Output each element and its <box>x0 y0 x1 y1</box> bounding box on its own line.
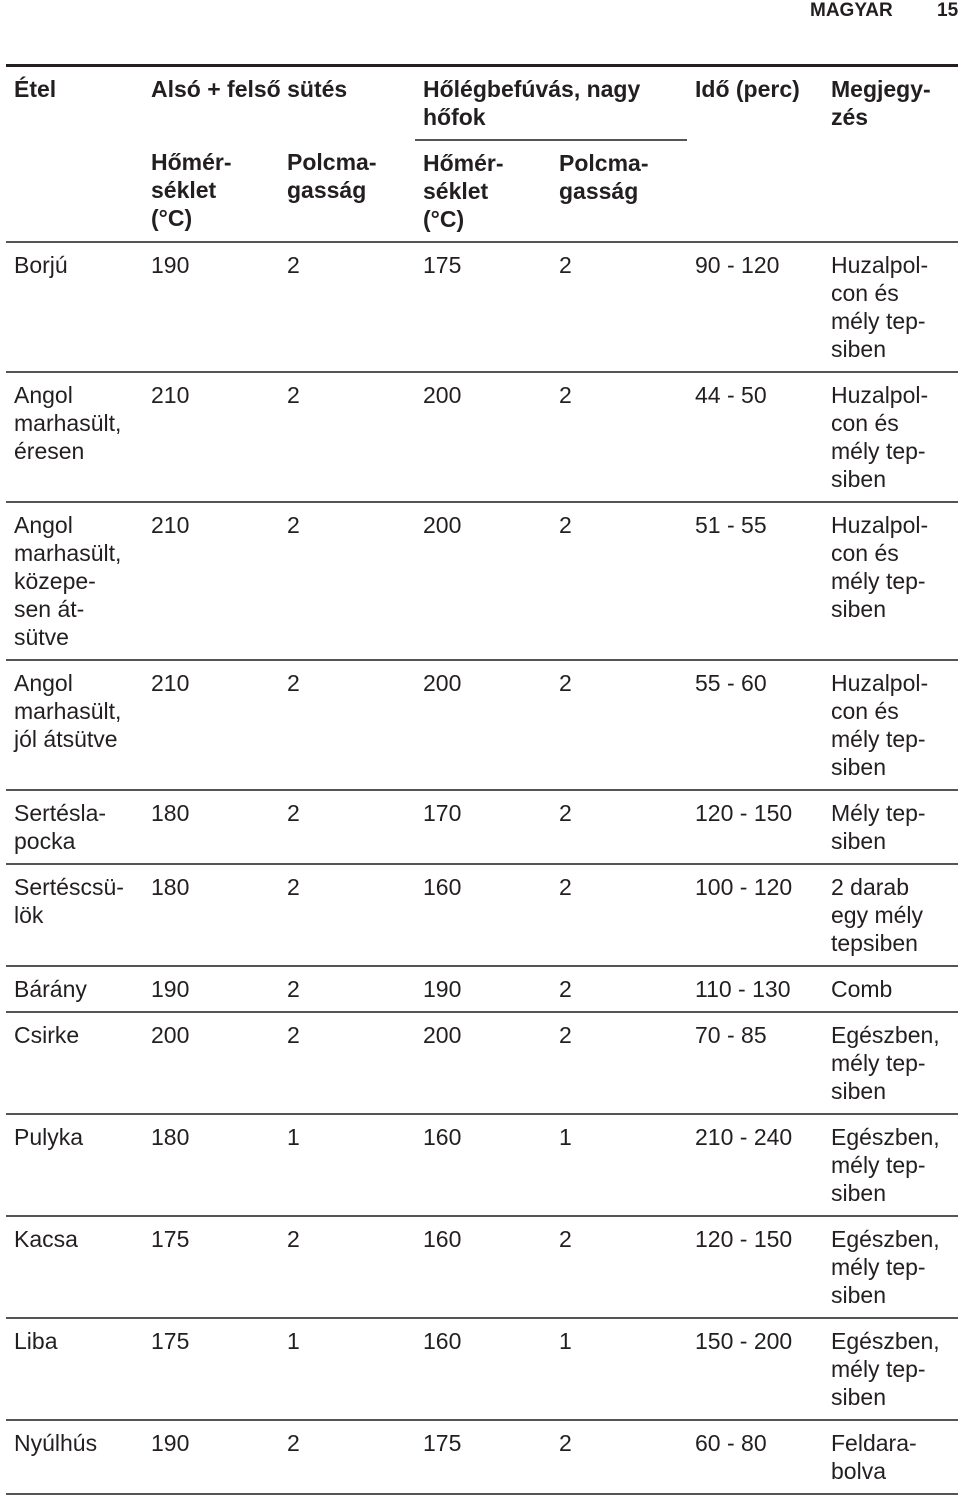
table-row <box>6 1012 958 1114</box>
food-cell: Kacsa <box>6 1216 143 1318</box>
time-cell: 51 - 55 <box>687 502 823 660</box>
temp-top-bottom-cell: 190 <box>143 242 279 372</box>
temp-hot-air-cell: 160 <box>415 1216 551 1318</box>
header-temp-2: Hőmér- séklet (°C) <box>415 140 551 242</box>
shelf-hot-air-cell: 1 <box>551 1114 687 1216</box>
food-cell: Angol marhasült, éresen <box>6 372 143 502</box>
time-cell: 60 - 80 <box>687 1420 823 1494</box>
shelf-hot-air-cell: 2 <box>551 790 687 864</box>
temp-hot-air-cell: 170 <box>415 790 551 864</box>
note-cell: Huzalpol- con és mély tep- siben <box>823 242 958 372</box>
temp-top-bottom-cell: 210 <box>143 502 279 660</box>
temp-hot-air-cell: 160 <box>415 1114 551 1216</box>
table-row <box>6 1420 958 1494</box>
shelf-hot-air-cell: 2 <box>551 1216 687 1318</box>
cooking-table-container <box>6 64 958 1495</box>
time-cell: 110 - 130 <box>687 966 823 1012</box>
shelf-hot-air-cell: 1 <box>551 1318 687 1420</box>
shelf-top-bottom-cell: 2 <box>279 660 415 790</box>
note-cell: Huzalpol- con és mély tep- siben <box>823 660 958 790</box>
header-time: Idő (perc) <box>687 66 823 243</box>
shelf-top-bottom-cell: 1 <box>279 1318 415 1420</box>
shelf-top-bottom-cell: 2 <box>279 1420 415 1494</box>
temp-top-bottom-cell: 175 <box>143 1318 279 1420</box>
temp-top-bottom-cell: 210 <box>143 372 279 502</box>
shelf-hot-air-cell: 2 <box>551 1420 687 1494</box>
shelf-hot-air-cell: 2 <box>551 502 687 660</box>
temp-top-bottom-cell: 190 <box>143 1420 279 1494</box>
time-cell: 55 - 60 <box>687 660 823 790</box>
shelf-top-bottom-cell: 1 <box>279 1114 415 1216</box>
time-cell: 90 - 120 <box>687 242 823 372</box>
shelf-hot-air-cell: 2 <box>551 1012 687 1114</box>
time-cell: 210 - 240 <box>687 1114 823 1216</box>
shelf-hot-air-cell: 2 <box>551 966 687 1012</box>
temp-hot-air-cell: 175 <box>415 242 551 372</box>
shelf-hot-air-cell: 2 <box>551 372 687 502</box>
time-cell: 70 - 85 <box>687 1012 823 1114</box>
temp-hot-air-cell: 200 <box>415 502 551 660</box>
food-cell: Borjú <box>6 242 143 372</box>
note-cell: Huzalpol- con és mély tep- siben <box>823 502 958 660</box>
table-row <box>6 790 958 864</box>
table-row <box>6 864 958 966</box>
temp-top-bottom-cell: 190 <box>143 966 279 1012</box>
header-language: MAGYAR <box>810 0 893 21</box>
food-cell: Bárány <box>6 966 143 1012</box>
table-row <box>6 372 958 502</box>
temp-top-bottom-cell: 180 <box>143 1114 279 1216</box>
note-cell: Egészben, mély tep- siben <box>823 1216 958 1318</box>
table-body <box>6 242 958 1494</box>
temp-top-bottom-cell: 180 <box>143 790 279 864</box>
note-cell: Comb <box>823 966 958 1012</box>
food-cell: Pulyka <box>6 1114 143 1216</box>
shelf-top-bottom-cell: 2 <box>279 864 415 966</box>
page-number: 15 <box>937 0 959 21</box>
shelf-hot-air-cell: 2 <box>551 242 687 372</box>
header-notes: Megjegy- zés <box>823 66 958 243</box>
food-cell: Angol marhasült, jól átsütve <box>6 660 143 790</box>
note-cell: Egészben, mély tep- siben <box>823 1318 958 1420</box>
shelf-top-bottom-cell: 2 <box>279 242 415 372</box>
header-shelf-2: Polcma- gasság <box>551 140 687 242</box>
page-header <box>0 0 960 40</box>
time-cell: 100 - 120 <box>687 864 823 966</box>
temp-hot-air-cell: 175 <box>415 1420 551 1494</box>
shelf-top-bottom-cell: 2 <box>279 790 415 864</box>
temp-top-bottom-cell: 180 <box>143 864 279 966</box>
header-shelf-1: Polcma- gasság <box>279 140 415 242</box>
time-cell: 120 - 150 <box>687 1216 823 1318</box>
shelf-top-bottom-cell: 2 <box>279 966 415 1012</box>
temp-hot-air-cell: 190 <box>415 966 551 1012</box>
temp-hot-air-cell: 160 <box>415 864 551 966</box>
time-cell: 150 - 200 <box>687 1318 823 1420</box>
food-cell: Nyúlhús <box>6 1420 143 1494</box>
note-cell: Feldara- bolva <box>823 1420 958 1494</box>
temp-hot-air-cell: 200 <box>415 372 551 502</box>
header-temp-1: Hőmér- séklet (°C) <box>143 140 279 242</box>
roasting-table <box>6 64 958 1495</box>
food-cell: Sertéscsü- lök <box>6 864 143 966</box>
shelf-hot-air-cell: 2 <box>551 660 687 790</box>
food-cell: Liba <box>6 1318 143 1420</box>
shelf-top-bottom-cell: 2 <box>279 502 415 660</box>
shelf-top-bottom-cell: 2 <box>279 1012 415 1114</box>
table-row <box>6 1318 958 1420</box>
table-row <box>6 1114 958 1216</box>
table-row <box>6 242 958 372</box>
shelf-hot-air-cell: 2 <box>551 864 687 966</box>
food-cell: Csirke <box>6 1012 143 1114</box>
header-food: Étel <box>6 66 143 243</box>
temp-hot-air-cell: 200 <box>415 1012 551 1114</box>
table-row <box>6 966 958 1012</box>
temp-top-bottom-cell: 210 <box>143 660 279 790</box>
shelf-top-bottom-cell: 2 <box>279 372 415 502</box>
table-row <box>6 660 958 790</box>
temp-top-bottom-cell: 200 <box>143 1012 279 1114</box>
shelf-top-bottom-cell: 2 <box>279 1216 415 1318</box>
food-cell: Angol marhasült, közepe- sen át- sütve <box>6 502 143 660</box>
temp-hot-air-cell: 200 <box>415 660 551 790</box>
temp-top-bottom-cell: 175 <box>143 1216 279 1318</box>
header-row-1 <box>6 66 958 141</box>
table-row <box>6 502 958 660</box>
temp-hot-air-cell: 160 <box>415 1318 551 1420</box>
header-hot-air: Hőlégbefúvás, nagy hőfok <box>415 66 687 141</box>
food-cell: Sertésla- pocka <box>6 790 143 864</box>
note-cell: Mély tep- siben <box>823 790 958 864</box>
note-cell: Egészben, mély tep- siben <box>823 1114 958 1216</box>
table-row <box>6 1216 958 1318</box>
time-cell: 120 - 150 <box>687 790 823 864</box>
header-top-bottom-heat: Alsó + felső sütés <box>151 76 348 102</box>
note-cell: 2 darab egy mély tepsiben <box>823 864 958 966</box>
note-cell: Egészben, mély tep- siben <box>823 1012 958 1114</box>
time-cell: 44 - 50 <box>687 372 823 502</box>
note-cell: Huzalpol- con és mély tep- siben <box>823 372 958 502</box>
